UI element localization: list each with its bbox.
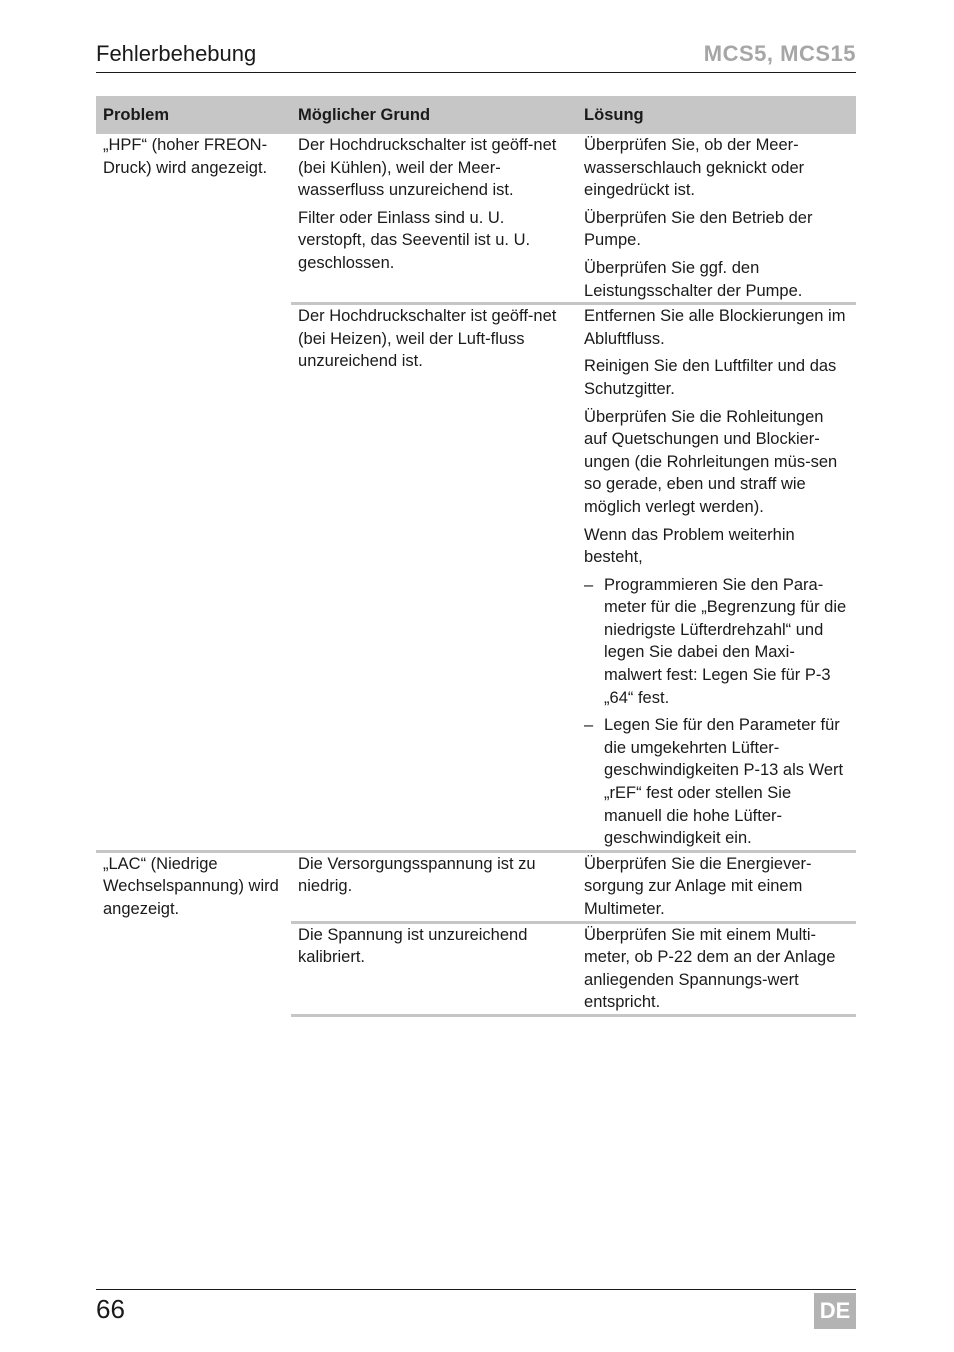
- dash-item-text: Legen Sie für den Parameter für die umgekehrten Lüfter-geschwindigkeiten P-13 als Wert „rEF“ fest oder stellen Sie manuell die hohe Lüfter-geschwindigkeit ein.: [604, 716, 844, 848]
- troubleshooting-table: [96, 96, 856, 1017]
- dash-marker: –: [584, 575, 594, 594]
- solution-cell: [577, 304, 856, 852]
- reason-text: Der Hochdruckschalter ist geöff-net (bei Kühlen), weil der Meer-wasserfluss unzureichend ist.: [298, 136, 557, 200]
- model-name: MCS5, MCS15: [703, 41, 856, 66]
- solution-text: Überprüfen Sie mit einem Multi-meter, ob P-22 dem an der Anlage anliegenden Spannungs-wert entspricht.: [584, 925, 836, 1012]
- reason-cell: [291, 304, 577, 852]
- dash-item-text: Programmieren Sie den Para-meter für die „Begrenzung für die niedrigste Lüfterdrehzahl“ und legen Sie dabei den Maxi-malwert fest: Legen Sie für P-3 „64“ fest.: [604, 575, 847, 707]
- table-row: [96, 851, 856, 922]
- col-header-solution: Lösung: [577, 96, 856, 134]
- solution-text: Entfernen Sie alle Blockierungen im Abluftfluss.: [584, 307, 846, 348]
- solution-cell: [577, 134, 856, 304]
- col-header-reason: Möglicher Grund: [291, 96, 577, 134]
- reason-text: Filter oder Einlass sind u. U. verstopft, das Seeventil ist u. U. geschlossen.: [298, 208, 531, 272]
- col-header-problem: Problem: [96, 96, 291, 134]
- reason-cell: [291, 134, 577, 304]
- solution-cell: [577, 922, 856, 1015]
- table-header-row: [96, 96, 856, 134]
- solution-text: Reinigen Sie den Luftfilter und das Schutzgitter.: [584, 357, 837, 398]
- page-header: [96, 38, 856, 73]
- reason-text: Der Hochdruckschalter ist geöff-net (bei Heizen), weil der Luft-fluss unzureichend ist.: [298, 307, 557, 371]
- reason-cell: [291, 922, 577, 1015]
- solution-text: Überprüfen Sie ggf. den Leistungsschalter der Pumpe.: [584, 258, 803, 300]
- solution-text: Überprüfen Sie die Energiever-sorgung zur Anlage mit einem Multimeter.: [584, 854, 812, 918]
- section-title: Fehlerbehebung: [96, 41, 257, 66]
- solution-text: Überprüfen Sie, ob der Meer-wasserschlauch geknickt oder eingedrückt ist.: [584, 136, 805, 200]
- table-row: [96, 134, 856, 304]
- reason-cell: [291, 851, 577, 922]
- page-footer: [96, 1289, 856, 1330]
- problem-cell: [96, 134, 291, 851]
- reason-text: Die Spannung ist unzureichend kalibriert.: [298, 925, 528, 967]
- solution-text: Überprüfen Sie den Betrieb der Pumpe.: [584, 208, 813, 250]
- dash-list-item: [584, 574, 849, 710]
- solution-cell: [577, 851, 856, 922]
- dash-marker: –: [584, 716, 594, 735]
- solution-text: Überprüfen Sie die Rohleitungen auf Quetschungen und Blockier-ungen (die Rohrleitungen müs-sen so gerade, eben und straff wie möglich verlegt werden).: [584, 407, 838, 516]
- reason-text: Die Versorgungsspannung ist zu niedrig.: [298, 854, 536, 896]
- problem-cell: [96, 851, 291, 1015]
- problem-text: „HPF“ (hoher FREON-Druck) wird angezeigt.: [103, 136, 268, 177]
- solution-text: Wenn das Problem weiterhin besteht,: [584, 525, 795, 567]
- language-badge: DE: [814, 1293, 856, 1329]
- page-number: 66: [96, 1294, 125, 1324]
- dash-list-item: [584, 714, 849, 850]
- problem-text: „LAC“ (Niedrige Wechselspannung) wird angezeigt.: [103, 854, 279, 918]
